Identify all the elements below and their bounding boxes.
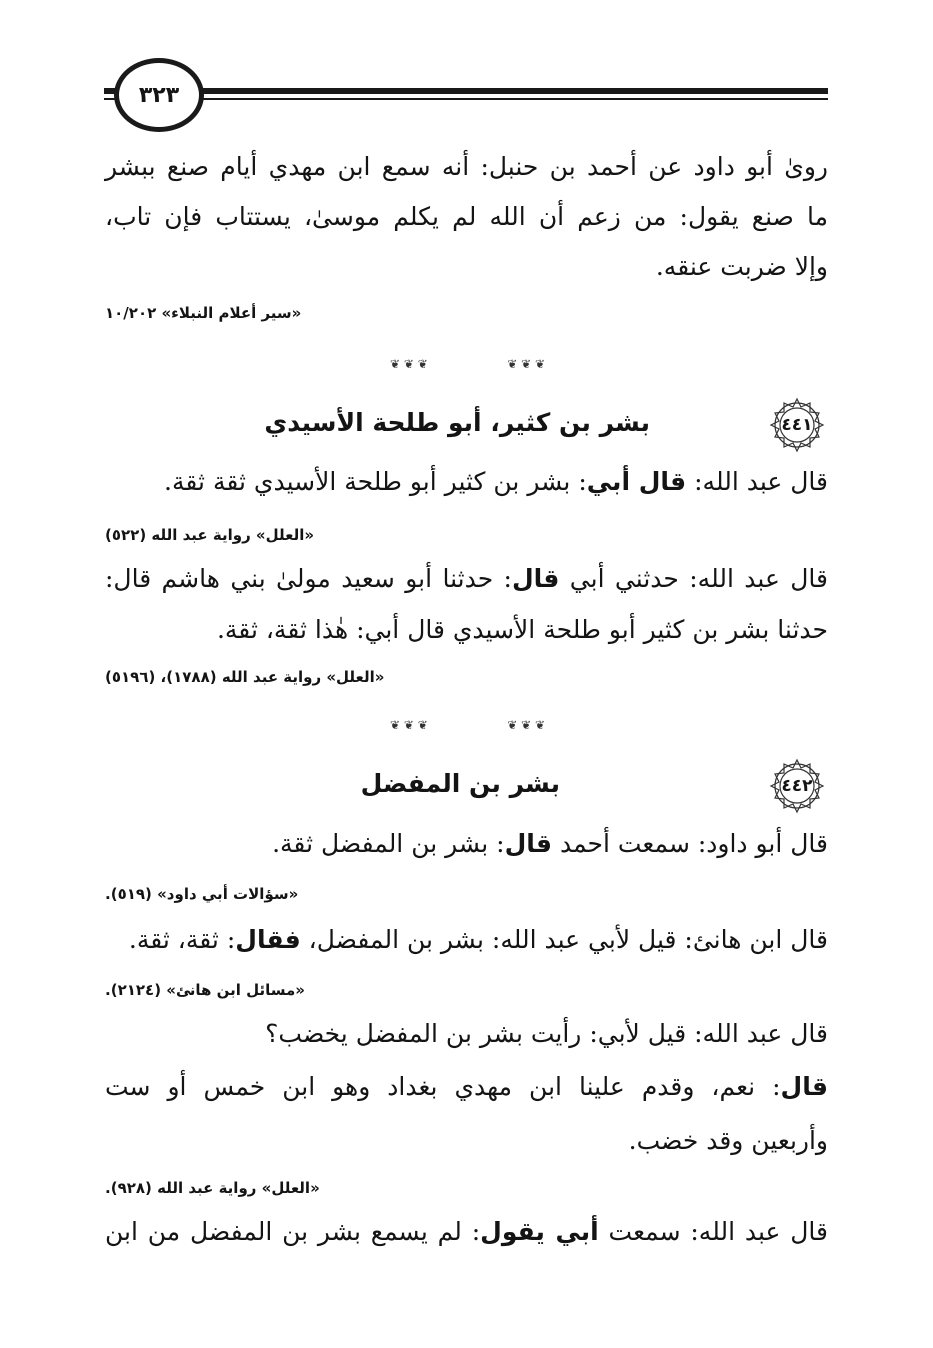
header-rule-bottom [104,98,828,100]
entry441-quote-2 [105,562,828,596]
entry442-quote-4 [105,1215,828,1249]
section-separator [390,719,545,731]
quote-text: : نعم، وقدم علينا ابن مهدي بغداد وهو ابن خمس أو ست [105,1072,781,1101]
entry442-source-2: «مسائل ابن هانئ» (٢١٢٤). [105,981,305,999]
entry-title: بشر بن المفضل [360,769,560,798]
quote-keyword: أبي يقول [480,1217,599,1246]
entry442-quote-3-line-2 [105,1070,828,1104]
entry442-quote-3: قال عبد الله: قيل لأبي: رأيت بشر بن المفضل يخضب؟ [265,1019,828,1048]
quote-keyword: قال [780,1072,828,1101]
quote-keyword: فقال [235,925,301,954]
quote-text: قال عبد الله: [686,467,828,496]
intro-line-1: رویٰ أبو داود عن أحمد بن حنبل: أنه سمع ابن مهدي أيام صنع ببشر [105,152,828,181]
page-number-badge [114,58,204,132]
quote-text: قال عبد الله: حدثني أبي [559,564,828,593]
entry442-quote-2 [129,923,828,957]
quote-text: قال ابن هانئ: قيل لأبي عبد الله: بشر بن المفضل، [300,925,828,954]
separator-ornament: ❦ ❦ ❦ [390,718,428,732]
entry442-source-3: «العلل» رواية عبد الله (٩٢٨). [105,1179,320,1197]
entry441-source-2: «العلل» رواية عبد الله (١٧٨٨)، (٥١٩٦) [105,668,385,686]
entry441-source-1: «العلل» رواية عبد الله (٥٢٢) [105,526,315,544]
quote-text: : ثقة، ثقة. [128,925,236,954]
entry-title: بشر بن كثير، أبو طلحة الأسيدي [264,408,650,437]
entry442-quote-3-line-3: وأربعين وقد خضب. [628,1126,828,1155]
entry-number-medallion [767,756,827,816]
quote-text: قال أبو داود: سمعت أحمد [552,829,828,858]
quote-keyword: قال [511,564,560,593]
entry-number: ٤٤١ [781,415,813,435]
entry442-source-1: «سؤالات أبي داود» (٥١٩). [105,885,299,903]
separator-ornament: ❦ ❦ ❦ [390,357,428,371]
quote-keyword: قال [504,829,553,858]
entry-number: ٤٤٢ [781,776,813,796]
quote-keyword: قال أبي [586,467,687,496]
intro-line-3: وإلا ضربت عنقه. [655,252,828,281]
entry-number-medallion [767,395,827,455]
entry442-quote-1 [272,827,828,861]
quote-text: قال عبد الله: سمعت [598,1217,829,1246]
entry441-quote-1 [164,465,828,499]
header-rule-top [104,88,828,94]
quote-text: : لم يسمع بشر بن المفضل من ابن [105,1217,481,1246]
quote-text: : بشر بن المفضل ثقة. [272,829,505,858]
section-separator [390,358,545,370]
separator-ornament: ❦ ❦ ❦ [507,718,545,732]
quote-text: : حدثنا أبو سعيد مولیٰ بني هاشم قال: [105,564,512,593]
separator-ornament: ❦ ❦ ❦ [507,357,545,371]
intro-source: «سير أعلام النبلاء» ١٠/٢٠٢ [105,304,302,322]
page-number: ٣٢٣ [138,82,180,108]
entry441-quote-2-line-2: حدثنا بشر بن كثير أبو طلحة الأسيدي قال أبي: هٰذا ثقة، ثقة. [216,615,828,644]
intro-line-2: ما صنع يقول: من زعم أن الله لم يكلم موسیٰ، يستتاب فإن تاب، [105,202,828,231]
quote-text: : بشر بن كثير أبو طلحة الأسيدي ثقة ثقة. [164,467,587,496]
